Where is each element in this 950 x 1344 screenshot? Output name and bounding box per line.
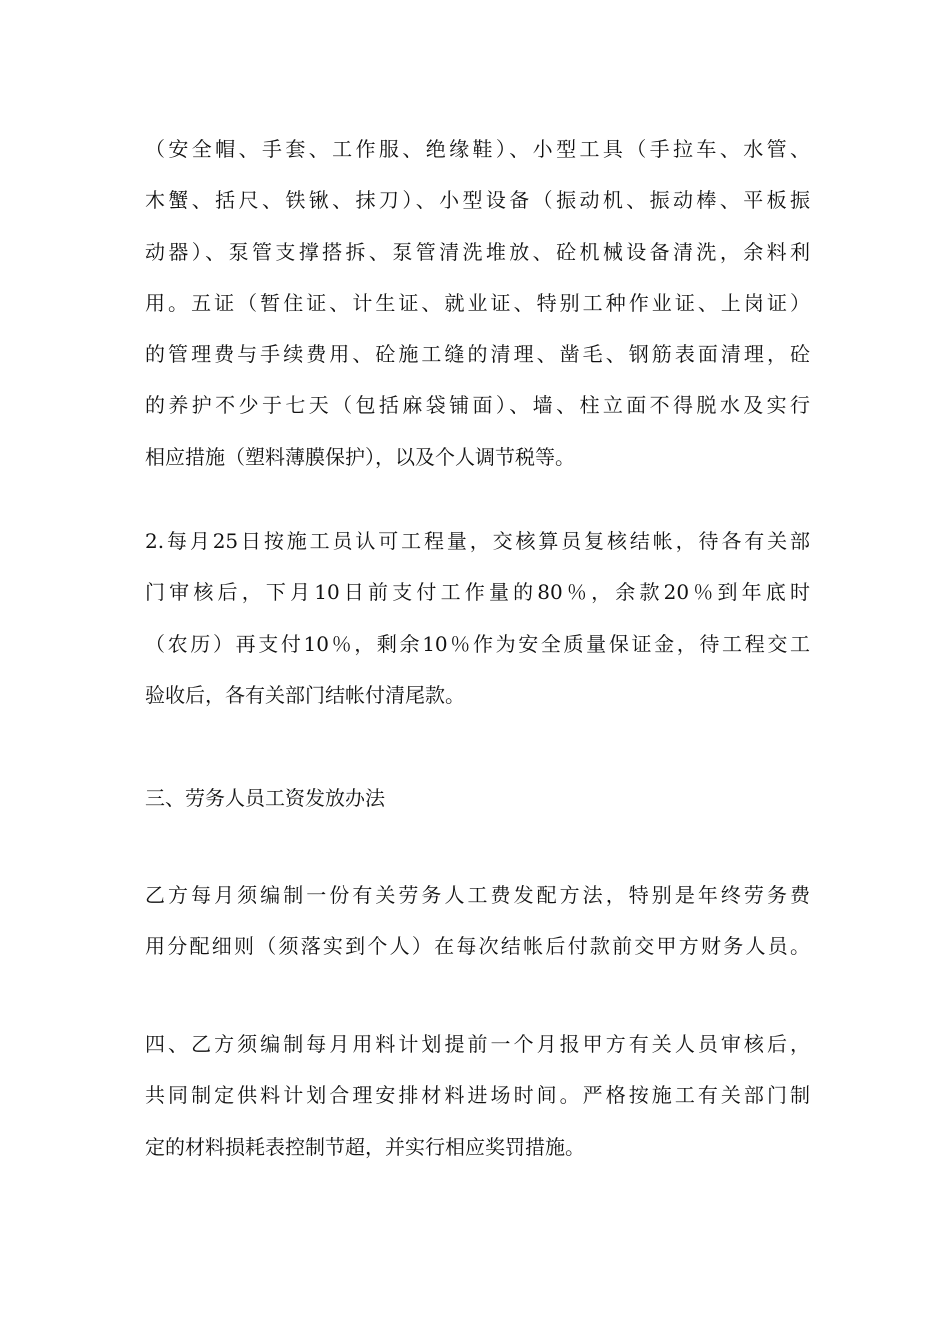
text-line: 的管理费与手续费用、砼施工缝的清理、凿毛、钢筋表面清理，砼 (145, 342, 810, 367)
text-line: 动器）、泵管支撑搭拆、泵管清洗堆放、砼机械设备清洗，余料利 (145, 239, 810, 264)
text-line: 用分配细则（须落实到个人）在每次结帐后付款前交甲方财务人员。 (145, 934, 810, 959)
text-line: 相应措施（塑料薄膜保护），以及个人调节税等。 (145, 444, 575, 469)
paragraph-material-plan (145, 1033, 810, 1187)
text-line: 定的材料损耗表控制节超，并实行相应奖罚措施。 (145, 1134, 585, 1159)
text-line: （农历）再支付10％，剩余10％作为安全质量保证金，待工程交工 (145, 631, 810, 656)
text-line: （安全帽、手套、工作服、绝缘鞋）、小型工具（手拉车、水管、 (145, 137, 810, 161)
paragraph-wage-distribution (145, 884, 810, 987)
text-line: 的养护不少于七天（包括麻袋铺面）、墙、柱立面不得脱水及实行 (145, 393, 810, 418)
text-line: 验收后，各有关部门结帐付清尾款。 (145, 682, 465, 707)
text-line: 木蟹、括尺、铁锹、抹刀）、小型设备（振动机、振动棒、平板振 (145, 188, 810, 213)
paragraph-payment-terms (145, 530, 810, 735)
text-line: 乙方每月须编制一份有关劳务人工费发配方法，特别是年终劳务费 (145, 883, 810, 907)
text-line: 用。五证（暂住证、计生证、就业证、特别工种作业证、上岗证） (145, 290, 810, 315)
text-line: 四、乙方须编制每月用料计划提前一个月报甲方有关人员审核后， (145, 1032, 810, 1056)
section-heading-wage-distribution (145, 787, 810, 838)
text-line: 2.每月25日按施工员认可工程量，交核算员复核结帐，待各有关部 (145, 529, 810, 553)
section-heading: 三、劳务人员工资发放办法 (145, 786, 385, 810)
text-line: 门审核后，下月10日前支付工作量的80％，余款20％到年底时 (145, 580, 810, 605)
text-line: 共同制定供料计划合理安排材料进场时间。严格按施工有关部门制 (145, 1083, 810, 1108)
paragraph-labor-costs-scope (145, 138, 810, 497)
